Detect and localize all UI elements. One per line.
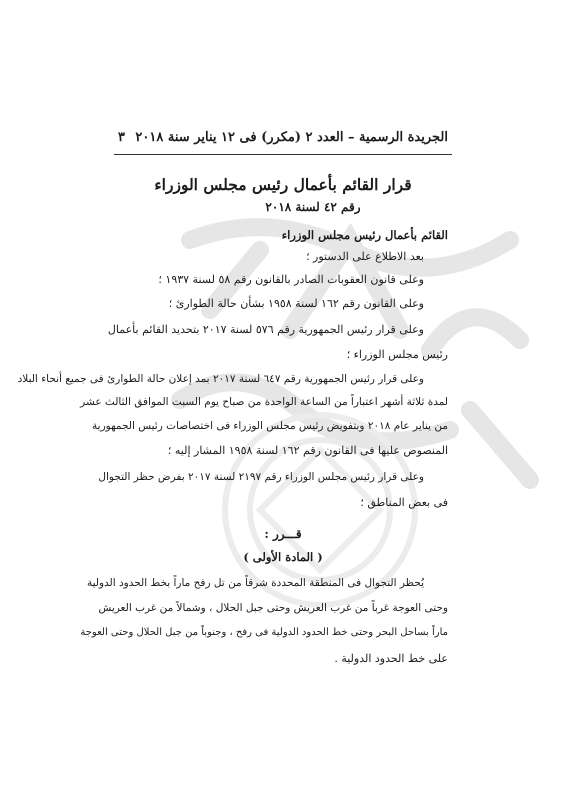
preamble-line: وعلى قرار رئيس الجمهورية رقم ٥٧٦ لسنة ٢٠١٧ بتحديد القائم بأعمال — [107, 323, 424, 336]
header-divider — [114, 154, 452, 155]
article-line: ماراً بساحل البحر وحتى خط الحدود الدولية فى رفح ، وجنوباً من جبل الحلال وحتى العوجة — [80, 627, 448, 638]
running-title: الجريدة الرسمية – العدد ٢ (مكرر) فى ١٢ يناير سنة ٢٠١٨ — [135, 130, 448, 145]
decree-issuer: القائم بأعمال رئيس مجلس الوزراء — [281, 228, 448, 242]
preamble-line: وعلى القانون رقم ١٦٢ لسنة ١٩٥٨ بشأن حالة الطوارئ ؛ — [168, 297, 424, 310]
preamble-line: لمدة ثلاثة أشهر اعتباراً من الساعة الواحدة من صباح يوم السبت الموافق الثالث عشر — [80, 396, 448, 408]
page-header — [118, 130, 448, 145]
preamble-line: وعلى قرار رئيس مجلس الوزراء رقم ٢١٩٧ لسنة ٢٠١٧ بفرض حظر التجوال — [98, 471, 424, 483]
page-number: ٣ — [118, 130, 125, 145]
decree-title: قرار القائم بأعمال رئيس مجلس الوزراء — [154, 175, 412, 194]
article-line: على خط الحدود الدولية . — [334, 652, 448, 665]
preamble-line: المنصوص عليها فى القانون رقم ١٦٢ لسنة ١٩٥٨ المشار إليه ؛ — [167, 444, 448, 457]
preamble-line: فى بعض المناطق ؛ — [360, 496, 448, 509]
article-line: يُحظر التجوال فى المنطقة المحددة شرقاً من تل رفح ماراً بخط الحدود الدولية — [86, 577, 424, 589]
preamble-line: وعلى قانون العقوبات الصادر بالقانون رقم ٥٨ لسنة ١٩٣٧ ؛ — [158, 273, 424, 286]
preamble-line: بعد الاطلاع على الدستور ؛ — [306, 250, 424, 263]
article-heading: ( المادة الأولى ) — [243, 550, 323, 564]
preamble-line: من يناير عام ٢٠١٨ وبتفويض رئيس مجلس الوزراء فى اختصاصات رئيس الجمهورية — [92, 420, 448, 432]
preamble-line: وعلى قرار رئيس الجمهورية رقم ٦٤٧ لسنة ٢٠١٧ بمد إعلان حالة الطوارئ فى جميع أنحاء البلاد — [17, 373, 424, 385]
decides-heading: قـــرر : — [264, 527, 302, 541]
decree-number: رقم ٤٢ لسنة ٢٠١٨ — [265, 200, 361, 214]
preamble-line: رئيس مجلس الوزراء ؛ — [346, 348, 448, 361]
article-line: وحتى العوجة غرباً من غرب العريش وحتى جبل الحلال ، وشمالاً من غرب العريش — [98, 602, 448, 614]
